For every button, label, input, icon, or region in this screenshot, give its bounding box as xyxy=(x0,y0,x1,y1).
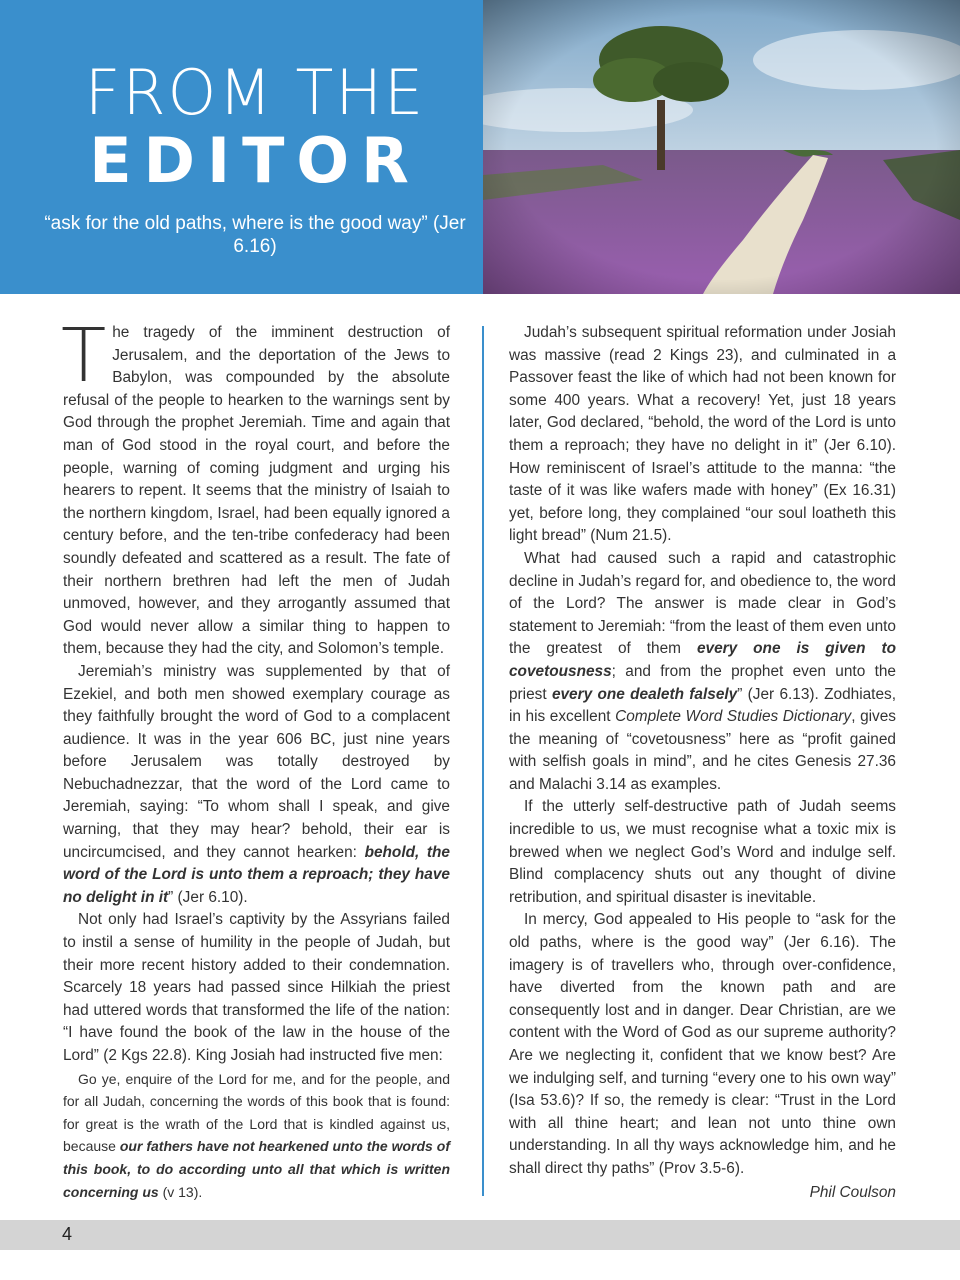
quote-text-b: (v 13). xyxy=(158,1183,203,1200)
paragraph-7: In mercy, God appealed to His people to “ask for the old paths, where is the good way” (Jer 6.16). The imagery is of travellers who, through over-confidence, have diverted from the known path and are consequently lost and in danger. Dear Christian, are we content with the Word of God as our supreme authority? Are we neglecting it, confident that we know best? Are we indulging self, and turning “every one to his own way” (Isa 53.6)? If so, the remedy is clear: “Trust in the Lord with all thine heart; and lean not unto thine own understanding. In all thy ways acknowledge him, and he shall direct thy paths” (Prov 3.5-6). xyxy=(509,911,896,1177)
paragraph-4: Judah’s subsequent spiritual reformation under Josiah was massive (read 2 Kings 23), and culminated in a Passover feast the like of which had not been known for some 400 years. What a recovery! Yet, just 18 years later, God declared, “behold, the word of the Lord is unto them a reproach; they have no delight in it” (Jer 6.10). How reminiscent of Israel’s attitude to the manna: “the taste of it was like wafers made with honey” (Ex 16.31) yet, before long, they complained “our soul loatheth this light bread” (Num 21.5). xyxy=(509,324,896,545)
paragraph-5-text-b: ; and from the prophet even unto the priest xyxy=(509,662,896,703)
paragraph-2-text-b: ” (Jer 6.10). xyxy=(168,888,248,906)
article-column-left xyxy=(61,313,450,1203)
article-column-right xyxy=(509,322,896,1204)
title-line-1: FROM THE xyxy=(84,56,426,129)
paragraph-5-emphasis-1: every one is given to covetousness xyxy=(509,640,896,680)
scripture-quote xyxy=(63,1068,450,1204)
author-signature: Phil Coulson xyxy=(809,1183,896,1201)
paragraph-2-text-a: Jeremiah’s ministry was supplemented by that of Ezekiel, and both men showed exemplary courage as they faithfully brought the word of God to a complacent audience. It was in the year 606 BC, just nine years before Jerusalem was totally destroyed by Nebuchadnezzar, that the word of the Lord came to Jeremiah, saying: “To whom shall I speak, and give warning, that they may hear? behold, their ear is uncircumcised, and they cannot hearken: xyxy=(63,662,450,861)
paragraph-3: Not only had Israel’s captivity by the Assyrians failed to instil a sense of humility in the people of Judah, but their more recent history added to their condemnation. Scarcely 18 years had passed since Hilkiah the priest had uttered words that transformed the life of the nation: “I have found the book of the law in the house of the Lord” (2 Kgs 22.8). King Josiah had instructed five men: xyxy=(63,911,450,1064)
heath-path-photo xyxy=(483,0,960,294)
footer-bar xyxy=(0,1220,960,1250)
quote-emphasis: our fathers have not hearkened unto the words of this book, to do according unto all that which is written concerning us xyxy=(63,1138,450,1200)
paragraph-5-text-a: What had caused such a rapid and catastrophic decline in Judah’s regard for, and obedience to, the word of the Lord? The answer is made clear in God’s statement to Jeremiah: “from the least of them even unto the greatest of them xyxy=(509,549,896,658)
title-panel xyxy=(0,0,483,294)
page-number: 4 xyxy=(62,1224,73,1244)
paragraph-5 xyxy=(509,548,896,797)
paragraph-6: If the utterly self-destructive path of Judah seems incredible to us, we must recognise what a toxic mix is brewed when we neglect God’s Word and indulge self. Blind complacency shuts out any thought of divine retribution, and spiritual disaster is inevitable. xyxy=(509,798,896,906)
title-line-2: EDITOR xyxy=(89,124,421,197)
column-divider xyxy=(482,326,484,1196)
paragraph-1-text: he tragedy of the imminent destruction of Jerusalem, and the deportation of the Jews to Babylon, was compounded by the absolute refusal of the people to hearken to the warnings sent by God through the prophet Jeremiah. Time and again that man of God stood in the royal court, and before the people, warning of coming judgment and urging his hearers to repent. It seems that the ministry of Isaiah to the northern kingdom, Israel, had been equally ignored a century before, and the ten-tribe confederacy had been soundly defeated and scattered as a result. The fate of their northern brethren had left the men of Judah unmoved, however, and they arrogantly assumed that God would never allow a similar thing to happen to them, because they had the city, and Solomon’s temple. xyxy=(63,324,450,658)
drop-cap: T xyxy=(61,313,107,399)
quote-text-a: Go ye, enquire of the Lord for me, and for the people, and for all Judah, concerning the words of this book that is found: for great is the wrath of the Lord that is kindled against us, because xyxy=(63,1070,450,1155)
photo-illustration xyxy=(483,0,960,294)
paragraph-5-text-d: , gives the meaning of “covetousness” here as “profit gained with selfish goals in mind”, and he cites Genesis 27.36 and Malachi 3.14 as examples. xyxy=(509,708,896,793)
paragraph-1 xyxy=(61,313,450,661)
paragraph-5-text-c: ” (Jer 6.13). Zodhiates, in his excellent xyxy=(509,685,896,726)
paragraph-5-emphasis-2: every one dealeth falsely xyxy=(551,685,738,703)
paragraph-2 xyxy=(63,661,450,910)
paragraph-2-emphasis: behold, the word of the Lord is unto them a reproach; they have no delight in it xyxy=(63,843,450,906)
book-title: Complete Word Studies Dictionary xyxy=(615,708,852,726)
epigraph: “ask for the old paths, where is the good way” (Jer 6.16) xyxy=(44,213,466,257)
header xyxy=(0,0,960,294)
